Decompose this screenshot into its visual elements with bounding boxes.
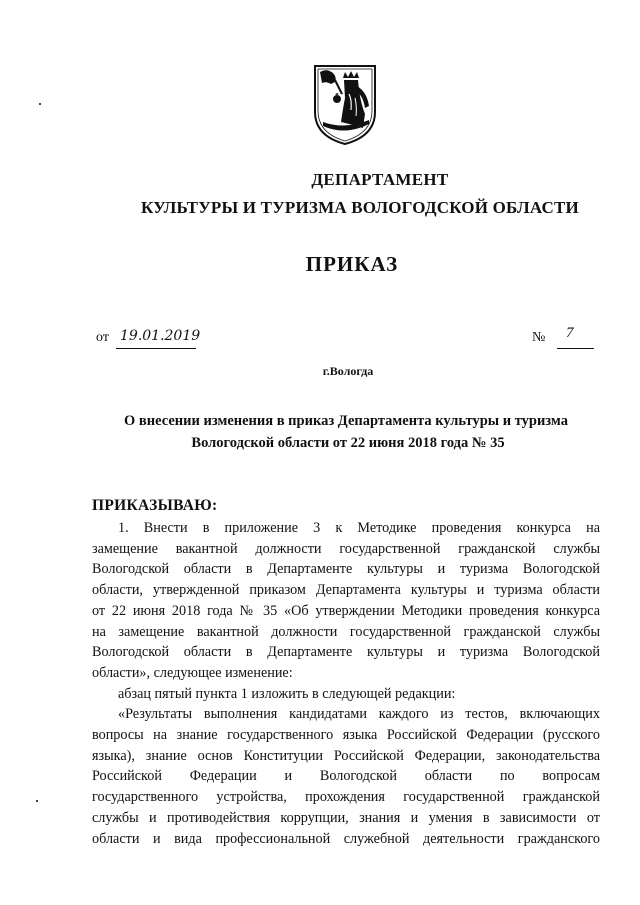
number-underline (557, 330, 594, 349)
document-body (92, 518, 600, 849)
body-text-line: замещение вакантной должности государственной гражданской службы (92, 540, 600, 557)
department-title-line1: ДЕПАРТАМЕНТ (311, 170, 449, 189)
body-text-line: абзац пятый пункта 1 изложить в следующей редакции: (118, 685, 456, 702)
body-text-line: языка), знание основ Конституции Российской Федерации, законодательства (92, 747, 600, 764)
body-text-line: от 22 июня 2018 года № 35 «Об утверждении Методики проведения конкурса (92, 602, 600, 619)
document-type-title: ПРИКАЗ (305, 252, 399, 276)
body-text-line: области», следующее изменение: (92, 664, 293, 681)
number-label: № (532, 330, 546, 345)
date-label: от (96, 330, 109, 345)
body-text-line: Вологодской области в Департаменте культуры и туризма Вологодской (92, 644, 600, 661)
body-text-line: 1. Внести в приложение 3 к Методике проведения конкурса на (118, 520, 600, 536)
subject-line2: Вологодской области от 22 июня 2018 года № 35 (191, 435, 505, 451)
scan-mark (39, 103, 41, 105)
body-text-line: на замещение вакантной должности государственной гражданской службы (92, 623, 600, 640)
body-text-line: службы и противодействия коррупции, знания и умения в зависимости от (92, 809, 600, 826)
body-text-line: государственного устройства, прохождения государственной гражданской (92, 789, 600, 806)
body-text-line: «Результаты выполнения кандидатами каждого из тестов, включающих (118, 706, 600, 723)
city-name: г.Вологда (322, 364, 374, 378)
subject-line1: О внесении изменения в приказ Департамента культуры и туризма (124, 413, 568, 429)
body-text-line: вопросы на знание государственного языка Российской Федерации (русского (92, 727, 600, 744)
body-text-line: Российской Федерации и Вологодской области по вопросам (92, 768, 600, 785)
coat-of-arms-emblem (313, 64, 377, 146)
body-text-line: области и вида профессиональной служебной деятельности гражданского (92, 830, 600, 847)
body-text-line: Вологодской области в Департаменте культуры и туризма Вологодской (92, 561, 600, 578)
body-text-line: области, утвержденной приказом Департамента культуры и туризма области (92, 582, 600, 599)
handwritten-number: 7 (566, 325, 574, 341)
order-heading: ПРИКАЗЫВАЮ: (92, 497, 218, 514)
handwritten-date: 19.01.2019 (120, 328, 201, 344)
department-title-line2: КУЛЬТУРЫ И ТУРИЗМА ВОЛОГОДСКОЙ ОБЛАСТИ (141, 198, 579, 217)
scan-mark (36, 800, 38, 802)
